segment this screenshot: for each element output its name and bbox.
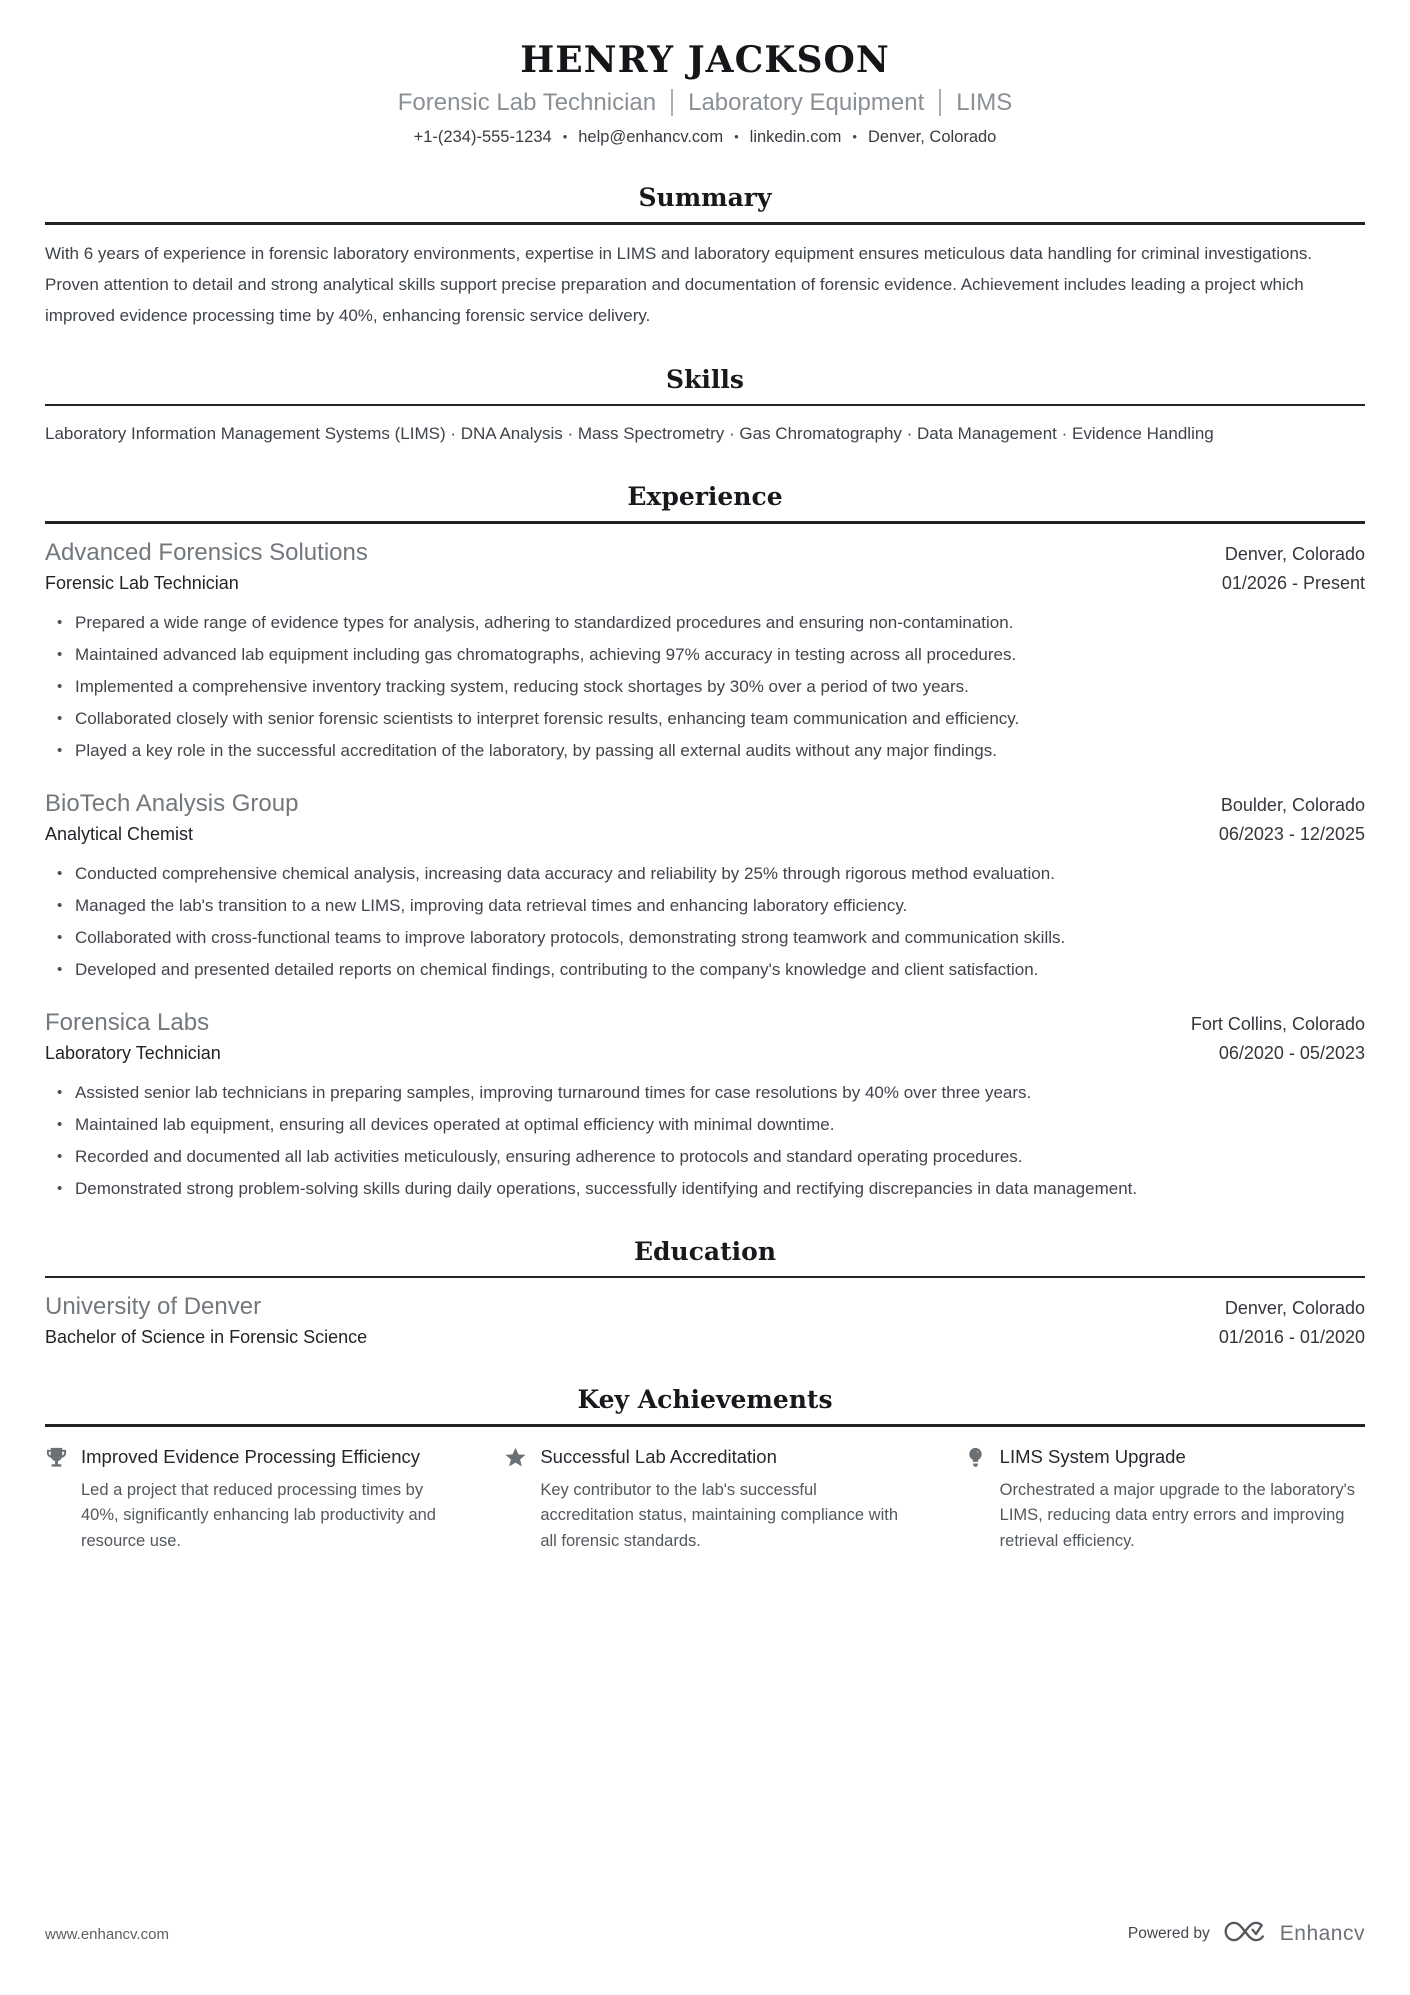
achievement-text: Key contributor to the lab's successful accreditation status, maintaining compliance with all forensic standards. bbox=[540, 1480, 899, 1550]
degree-name: Bachelor of Science in Forensic Science bbox=[45, 1327, 368, 1347]
company-name: Advanced Forensics Solutions bbox=[45, 538, 368, 566]
job-bullet-list bbox=[45, 1078, 1365, 1203]
headline-separator bbox=[939, 89, 941, 116]
bullet-item: • Prepared a wide range of evidence types for analysis, adhering to standardized procedures and ensuring non-contamination. bbox=[55, 608, 1365, 637]
school-location: Denver, Colorado bbox=[1224, 1298, 1365, 1318]
achievement-body bbox=[1000, 1444, 1365, 1555]
section-divider bbox=[45, 1276, 1365, 1279]
star-icon bbox=[504, 1444, 528, 1469]
bullet-item: • Played a key role in the successful accreditation of the laboratory, by passing all external audits without any major findings. bbox=[55, 736, 1365, 765]
job-dates: 06/2023 - 12/2025 bbox=[1218, 823, 1365, 844]
contact-separator-icon: • bbox=[734, 129, 739, 144]
education-heading: Education bbox=[633, 1236, 777, 1266]
bullet-item: • Collaborated closely with senior forensic scientists to interpret forensic results, enhancing team communication and efficiency. bbox=[55, 704, 1365, 733]
bullet-item: • Recorded and documented all lab activities meticulously, ensuring adherence to protocols and standard operating procedures. bbox=[55, 1142, 1365, 1171]
job-title: Analytical Chemist bbox=[45, 823, 194, 844]
achievement-item bbox=[964, 1444, 1365, 1555]
achievement-text: Led a project that reduced processing times by 40%, significantly enhancing lab productivity and resource use. bbox=[81, 1480, 436, 1550]
resume-header bbox=[45, 38, 1365, 149]
achievements-grid bbox=[45, 1444, 1365, 1555]
bullet-item: • Managed the lab's transition to a new LIMS, improving data retrieval times and enhancing laboratory efficiency. bbox=[55, 891, 1365, 920]
education-dates: 01/2016 - 01/2020 bbox=[1218, 1327, 1365, 1347]
achievement-body bbox=[81, 1444, 446, 1555]
lightbulb-icon bbox=[964, 1444, 988, 1469]
section-divider bbox=[45, 521, 1365, 524]
job-location: Denver, Colorado bbox=[1224, 543, 1365, 564]
headline-part-role: Forensic Lab Technician bbox=[397, 89, 657, 116]
job-entry bbox=[45, 1006, 1365, 1203]
summary-heading: Summary bbox=[638, 183, 772, 212]
trophy-icon bbox=[45, 1444, 69, 1469]
bullet-item: • Implemented a comprehensive inventory tracking system, reducing stock shortages by 30% over a period of two years. bbox=[55, 672, 1365, 701]
section-divider bbox=[45, 1424, 1365, 1427]
achievement-title: LIMS System Upgrade bbox=[999, 1445, 1186, 1467]
skills-list: Laboratory Information Management Systems (LIMS) · DNA Analysis · Mass Spectrometry · Gas Chromatography · Data Management · Evidence Handling bbox=[45, 424, 1214, 443]
bullet-item: • Maintained lab equipment, ensuring all devices operated at optimal efficiency with minimal downtime. bbox=[55, 1110, 1365, 1139]
powered-by bbox=[1128, 1918, 1365, 1950]
contact-separator-icon: • bbox=[852, 129, 857, 144]
candidate-name: HENRY JACKSON bbox=[520, 39, 890, 81]
achievement-item bbox=[45, 1444, 446, 1555]
enhancv-wordmark: Enhancv bbox=[1279, 1922, 1365, 1945]
bullet-item: • Developed and presented detailed reports on chemical findings, contributing to the company's knowledge and client satisfaction. bbox=[55, 955, 1365, 984]
job-dates: 06/2020 - 05/2023 bbox=[1218, 1042, 1365, 1063]
summary-text: With 6 years of experience in forensic laboratory environments, expertise in LIMS and laboratory equipment ensures meticulous data handling for criminal investigations. Proven attention to detail and strong analytical skills support precise preparation and documentation of forensic evidence. Achievement includes leading a project which improved evidence processing time by 40%, enhancing forensic service delivery. bbox=[45, 243, 1313, 325]
job-dates: 01/2026 - Present bbox=[1221, 572, 1365, 593]
page-footer bbox=[45, 1918, 1365, 1950]
section-divider bbox=[45, 222, 1365, 225]
headline-part-specialty: Laboratory Equipment bbox=[688, 89, 925, 116]
skills-heading: Skills bbox=[666, 364, 744, 394]
job-bullet-list bbox=[45, 608, 1365, 765]
section-divider bbox=[45, 404, 1365, 407]
section-experience bbox=[45, 481, 1365, 1203]
bullet-item: • Demonstrated strong problem-solving skills during daily operations, successfully identifying and rectifying discrepancies in data management. bbox=[55, 1174, 1365, 1203]
powered-by-label: Powered by bbox=[1127, 1925, 1210, 1942]
phone-number: +1-(234)-555-1234 bbox=[413, 128, 552, 146]
achievement-title: Improved Evidence Processing Efficiency bbox=[81, 1445, 420, 1467]
enhancv-logo-icon bbox=[1222, 1918, 1268, 1950]
footer-url[interactable]: www.enhancv.com bbox=[45, 1925, 169, 1943]
job-entry bbox=[45, 787, 1365, 984]
achievement-text: Orchestrated a major upgrade to the laboratory's LIMS, reducing data entry errors and improving retrieval efficiency. bbox=[999, 1480, 1355, 1550]
job-location: Fort Collins, Colorado bbox=[1190, 1013, 1365, 1034]
job-bullet-list bbox=[45, 859, 1365, 984]
section-skills bbox=[45, 364, 1365, 449]
school-name: University of Denver bbox=[45, 1293, 262, 1320]
achievements-heading: Key Achievements bbox=[577, 1385, 833, 1414]
bullet-item: • Conducted comprehensive chemical analysis, increasing data accuracy and reliability by 25% through rigorous method evaluation. bbox=[55, 859, 1365, 888]
bullet-item: • Assisted senior lab technicians in preparing samples, improving turnaround times for case resolutions by 40% over three years. bbox=[55, 1078, 1365, 1107]
section-education bbox=[45, 1236, 1365, 1352]
section-summary bbox=[45, 182, 1365, 331]
headline-separator bbox=[671, 89, 673, 116]
achievement-title: Successful Lab Accreditation bbox=[540, 1445, 777, 1467]
bullet-item: • Collaborated with cross-functional teams to improve laboratory protocols, demonstrating strong teamwork and communication skills. bbox=[55, 923, 1365, 952]
company-name: Forensica Labs bbox=[45, 1008, 210, 1036]
email-link[interactable]: help@enhancv.com bbox=[578, 128, 724, 146]
job-title: Forensic Lab Technician bbox=[45, 572, 239, 593]
job-title: Laboratory Technician bbox=[45, 1042, 221, 1063]
company-name: BioTech Analysis Group bbox=[45, 789, 299, 817]
contact-separator-icon: • bbox=[562, 129, 568, 144]
achievement-body bbox=[540, 1444, 905, 1555]
job-entry bbox=[45, 536, 1365, 765]
section-achievements bbox=[45, 1384, 1365, 1554]
job-location: Boulder, Colorado bbox=[1220, 794, 1365, 815]
achievement-item bbox=[504, 1444, 905, 1555]
candidate-headline bbox=[45, 87, 1365, 119]
linkedin-link[interactable]: linkedin.com bbox=[749, 128, 842, 146]
experience-heading: Experience bbox=[627, 482, 783, 511]
education-entry bbox=[45, 1290, 1365, 1351]
bullet-item: • Maintained advanced lab equipment including gas chromatographs, achieving 97% accuracy in testing across all procedures. bbox=[55, 640, 1365, 669]
location-text: Denver, Colorado bbox=[867, 128, 997, 146]
headline-part-lims: LIMS bbox=[956, 89, 1013, 116]
contact-line bbox=[45, 125, 1365, 149]
